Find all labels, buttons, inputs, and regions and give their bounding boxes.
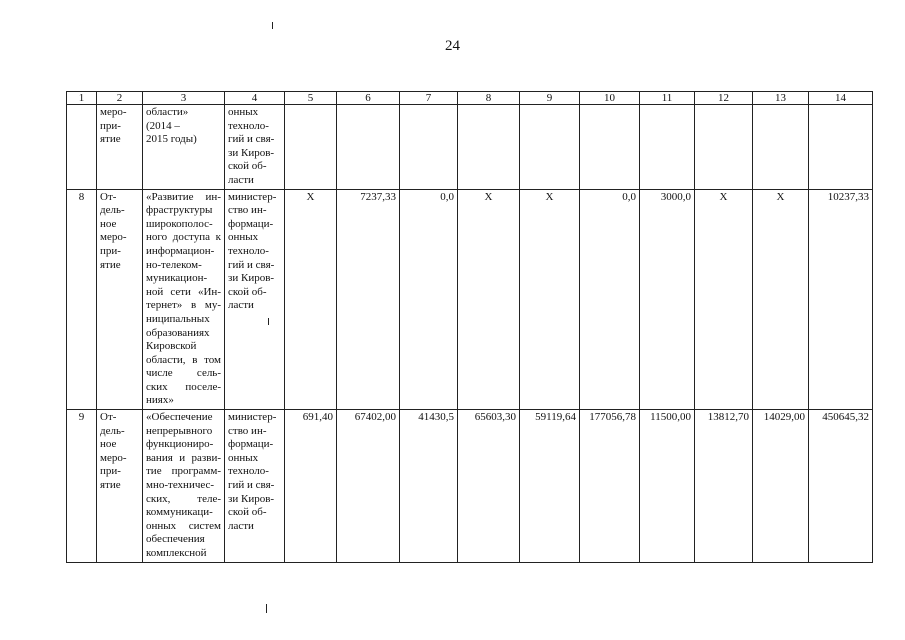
cell-line: комплексной bbox=[146, 547, 207, 559]
header-cell: 13 bbox=[753, 92, 809, 105]
cell-line: фраструктуры bbox=[146, 204, 213, 217]
cell-line: гий и свя- bbox=[228, 258, 275, 271]
value-cell: 13812,70 bbox=[695, 410, 753, 563]
cell-line: меро- bbox=[100, 231, 127, 244]
header-cell: 4 bbox=[225, 92, 285, 105]
value-cell bbox=[400, 105, 458, 190]
value-cell: 7237,33 bbox=[337, 189, 400, 410]
value-cell: 177056,78 bbox=[580, 410, 640, 563]
cell-line: при- bbox=[100, 244, 121, 257]
value-cell: X bbox=[520, 189, 580, 410]
cell-line: ятие bbox=[100, 133, 121, 146]
header-row bbox=[67, 92, 873, 105]
name-cell bbox=[143, 189, 225, 410]
cell-line: широкополос- bbox=[146, 217, 213, 230]
cell-line: ласти bbox=[228, 519, 254, 532]
cell-line: От- bbox=[100, 411, 117, 424]
cell-line: От- bbox=[100, 190, 117, 203]
cell-line: меро- bbox=[100, 106, 127, 118]
cell-line: числе сель- bbox=[146, 367, 221, 380]
cell-line: ное bbox=[100, 438, 117, 451]
cell-line: дель- bbox=[100, 204, 125, 217]
cell-line: ской об- bbox=[228, 160, 267, 173]
cell-line: ство ин- bbox=[228, 204, 267, 217]
cell-line: функциониро- bbox=[146, 438, 214, 451]
value-cell: X bbox=[285, 189, 337, 410]
cell-line: формаци- bbox=[228, 438, 274, 451]
cell-line: ской об- bbox=[228, 506, 267, 519]
header-cell: 14 bbox=[809, 92, 873, 105]
cell-line: зи Киров- bbox=[228, 272, 275, 285]
header-cell: 6 bbox=[337, 92, 400, 105]
cell-line: образованиях bbox=[146, 326, 210, 339]
value-cell: 0,0 bbox=[400, 189, 458, 410]
cell-line: онных bbox=[228, 451, 259, 464]
value-cell bbox=[458, 105, 520, 190]
value-cell: 0,0 bbox=[580, 189, 640, 410]
cell-line: меро- bbox=[100, 451, 127, 464]
cell-line: ской об- bbox=[228, 285, 267, 298]
cell-line: министер- bbox=[228, 190, 277, 203]
cell-line: «Обеспечение bbox=[146, 411, 213, 424]
cell-line: ного доступа к bbox=[146, 231, 221, 244]
cell-line: области» bbox=[146, 106, 189, 118]
header-cell: 10 bbox=[580, 92, 640, 105]
type-cell bbox=[97, 105, 143, 190]
cell-line: при- bbox=[100, 465, 121, 478]
value-cell bbox=[580, 105, 640, 190]
cell-line: ное bbox=[100, 217, 117, 230]
cell-line: ласти bbox=[228, 299, 254, 312]
table-row bbox=[67, 410, 873, 563]
name-cell bbox=[143, 105, 225, 190]
cell-line: онных систем bbox=[146, 519, 221, 532]
value-cell bbox=[753, 105, 809, 190]
cell-line: ских, теле- bbox=[146, 492, 221, 505]
scan-mark bbox=[272, 22, 273, 29]
value-cell: 10237,33 bbox=[809, 189, 873, 410]
value-cell: 11500,00 bbox=[640, 410, 695, 563]
cell-line: Кировской bbox=[146, 340, 197, 353]
cell-line: при- bbox=[100, 119, 121, 132]
cell-line: зи Киров- bbox=[228, 146, 275, 159]
cell-line: ятие bbox=[100, 258, 121, 271]
header-cell: 9 bbox=[520, 92, 580, 105]
cell-line: 2015 годы) bbox=[146, 133, 197, 146]
type-cell bbox=[97, 410, 143, 563]
cell-line: области, в том bbox=[146, 353, 221, 366]
cell-line: онных bbox=[228, 231, 259, 244]
row-number-cell: 8 bbox=[67, 189, 97, 410]
page-number: 24 bbox=[445, 38, 460, 54]
header-cell: 8 bbox=[458, 92, 520, 105]
cell-line: ной сети «Ин- bbox=[146, 285, 221, 298]
cell-line: онных bbox=[228, 106, 259, 118]
cell-line: ятие bbox=[100, 479, 121, 492]
value-cell bbox=[285, 105, 337, 190]
name-cell bbox=[143, 410, 225, 563]
cell-line: тернет» в му- bbox=[146, 299, 221, 312]
value-cell: 450645,32 bbox=[809, 410, 873, 563]
executor-cell bbox=[225, 189, 285, 410]
value-cell: 65603,30 bbox=[458, 410, 520, 563]
header-cell: 11 bbox=[640, 92, 695, 105]
header-cell: 2 bbox=[97, 92, 143, 105]
cell-line: дель- bbox=[100, 424, 125, 437]
cell-line: ство ин- bbox=[228, 424, 267, 437]
cell-line: «Развитие ин- bbox=[146, 190, 221, 203]
cell-line: (2014 – bbox=[146, 119, 180, 132]
cell-line: техноло- bbox=[228, 465, 269, 478]
cell-line: ласти bbox=[228, 173, 254, 186]
cell-line: ских поселе- bbox=[146, 380, 221, 393]
cell-line: техноло- bbox=[228, 244, 269, 257]
value-cell bbox=[640, 105, 695, 190]
row-number-cell: 9 bbox=[67, 410, 97, 563]
cell-line: коммуникаци- bbox=[146, 506, 213, 519]
cell-line: формаци- bbox=[228, 217, 274, 230]
cell-line: гий и свя- bbox=[228, 133, 275, 146]
table-row bbox=[67, 105, 873, 190]
value-cell bbox=[337, 105, 400, 190]
value-cell: 3000,0 bbox=[640, 189, 695, 410]
executor-cell bbox=[225, 105, 285, 190]
value-cell: 59119,64 bbox=[520, 410, 580, 563]
cell-line: ниях» bbox=[146, 394, 174, 407]
cell-line: министер- bbox=[228, 411, 277, 424]
cell-line: непрерывного bbox=[146, 424, 213, 437]
header-cell: 12 bbox=[695, 92, 753, 105]
cell-line: но-телеком- bbox=[146, 258, 202, 271]
header-cell: 7 bbox=[400, 92, 458, 105]
scan-mark bbox=[266, 604, 267, 613]
cell-line: информацион- bbox=[146, 244, 215, 257]
value-cell: 67402,00 bbox=[337, 410, 400, 563]
cell-line: зи Киров- bbox=[228, 492, 275, 505]
executor-cell bbox=[225, 410, 285, 563]
data-table bbox=[66, 91, 873, 563]
cell-line: вания и разви- bbox=[146, 451, 221, 464]
header-cell: 5 bbox=[285, 92, 337, 105]
value-cell: 41430,5 bbox=[400, 410, 458, 563]
cell-line: мно-техничес- bbox=[146, 479, 215, 492]
value-cell: 691,40 bbox=[285, 410, 337, 563]
cell-line: техноло- bbox=[228, 119, 269, 132]
cell-line: муникацион- bbox=[146, 272, 208, 285]
header-cell: 1 bbox=[67, 92, 97, 105]
header-cell: 3 bbox=[143, 92, 225, 105]
type-cell bbox=[97, 189, 143, 410]
cell-line: гий и свя- bbox=[228, 479, 275, 492]
value-cell: 14029,00 bbox=[753, 410, 809, 563]
value-cell bbox=[695, 105, 753, 190]
value-cell: X bbox=[753, 189, 809, 410]
value-cell bbox=[520, 105, 580, 190]
value-cell: X bbox=[695, 189, 753, 410]
table-row bbox=[67, 189, 873, 410]
value-cell bbox=[809, 105, 873, 190]
cell-line: тие программ- bbox=[146, 465, 221, 478]
row-number-cell bbox=[67, 105, 97, 190]
cell-line: обеспечения bbox=[146, 533, 205, 546]
value-cell: X bbox=[458, 189, 520, 410]
cell-line: ниципальных bbox=[146, 312, 210, 325]
